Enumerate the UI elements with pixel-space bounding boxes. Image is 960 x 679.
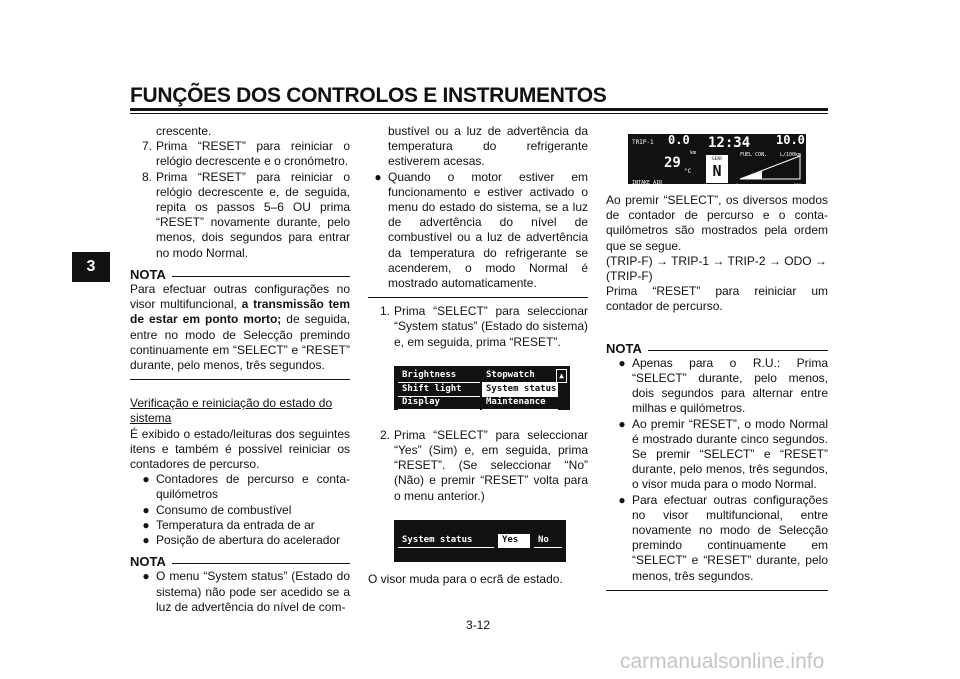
menu-item-system-status: System status	[482, 383, 558, 397]
result-text: O visor muda para o ecrã de estado.	[368, 571, 563, 586]
nota-end-rule	[130, 379, 350, 380]
list-item: ● Quando o motor estiver em funcionamento e estiver activado o menu do estado do sistema, se a luz de advertência do nível de combustível ou a luz de advertência da temperatura do refrigerante se acenderem, o modo Normal é mostrado automaticamente.	[374, 169, 588, 291]
page-number: 3-12	[466, 618, 491, 632]
fuel-value: 10.0	[776, 133, 805, 147]
nota-label: NOTA	[130, 554, 166, 570]
nota-heading	[606, 341, 828, 356]
step-1	[368, 304, 588, 350]
menu-item-brightness: Brightness	[398, 369, 480, 383]
reset-text: Prima “RESET” para reiniciar um contador de percurso.	[606, 284, 828, 314]
continued-text: bustível ou a luz de advertência da temperatura do refrigerante estiverem acesas.	[388, 124, 588, 169]
nota-label: NOTA	[130, 266, 166, 282]
nota-heading	[130, 554, 350, 569]
list-item: ● O menu “System status” (Estado do sistema) não pode ser acedido se a luz de advertência do nível de com-	[142, 569, 350, 614]
step-number: 7.	[141, 139, 152, 154]
confirm-label: System status	[398, 534, 494, 548]
list-item: ● Posição de abertura do acelerador	[142, 533, 341, 548]
step-8	[130, 170, 350, 261]
list-item: ● Para efectuar outras configurações no visor multifuncional, entre novamente no modo de Selecção premindo continuamente em “SELECT” e “RESET” durante, pelo menos, três segundos.	[618, 492, 828, 583]
column-1	[130, 124, 350, 615]
page-title: FUNÇÕES DOS CONTROLOS E INSTRUMENTOS	[130, 84, 607, 107]
nota-text-post: de seguida, entre no modo de Selecção premindo continuamente em “SELECT” e “RESET” durante, pelo menos, três segundos.	[130, 312, 350, 373]
step-text: Prima “RESET” para reiniciar o relógio decrescente e o cronómetro.	[156, 139, 350, 169]
gear-indicator	[706, 155, 728, 183]
trip-value: 0.0	[668, 133, 690, 147]
watermark: carmanualsonline.info	[620, 650, 825, 673]
menu-item-stopwatch: Stopwatch	[482, 369, 558, 383]
list-item: ● Contadores de percurso e conta-quilómetros	[142, 472, 350, 502]
trip-label: TRIP-1	[632, 139, 654, 146]
section-body: É exibido o estado/leituras dos seguintes itens e também é possível reiniciar os contadores de percurso.	[130, 426, 350, 472]
trip-unit: km	[690, 150, 697, 156]
step-number: 1.	[379, 304, 390, 319]
throttle-max: 100	[794, 183, 802, 188]
nota-text-pre: Para efectuar outras configurações no visor multifuncional,	[130, 282, 350, 312]
clock: 12:34	[708, 135, 751, 151]
confirm-no: No	[534, 534, 562, 548]
nota-text	[130, 282, 350, 373]
menu-lcd-display	[394, 366, 570, 410]
step-text: Prima “RESET” para reiniciar o relógio decrescente e, de seguida, repita os passos 5–6 OU prima “RESET” novamente durante, pelo menos, dois segundos para entrar no modo Normal.	[156, 169, 350, 260]
throttle-min: 0	[736, 183, 739, 188]
header-rule	[130, 108, 828, 111]
confirm-lcd-display	[394, 520, 566, 562]
menu-item-maintenance: Maintenance	[482, 396, 558, 410]
temp-unit: °C	[684, 168, 692, 175]
fuel-label: FUEL CON.	[740, 152, 768, 158]
chapter-tab	[72, 252, 110, 282]
menu-item-display: Display	[398, 396, 480, 410]
gear-label: GEAR	[712, 156, 722, 161]
scroll-arrow-icon: ▲	[556, 369, 567, 383]
step-2	[368, 428, 588, 504]
step-text: Prima “SELECT” para seleccionar “System status” (Estado do sistema) e, em seguida, prima “RESET”.	[394, 304, 588, 349]
fuel-unit: L/100km	[780, 152, 802, 158]
list-item: ● Consumo de combustível	[142, 502, 292, 517]
continued-text: crescente.	[156, 124, 212, 138]
confirm-yes: Yes	[498, 534, 530, 548]
temp-value: 29	[664, 155, 681, 171]
step-7	[130, 139, 350, 169]
list-item: ● Ao premir “RESET”, o modo Normal é mostrado durante cinco segundos. Se premir “SELECT” e “RESET” durante, pelo menos, três segundos, o visor muda para o modo Normal.	[618, 416, 828, 492]
step-text: Prima “SELECT” para seleccionar “Yes” (Sim) e, em seguida, prima “RESET”. (Se seleccionar “No” (Não) e premir “RESET” volta para o menu anterior.)	[394, 427, 588, 503]
status-lcd-display	[628, 133, 806, 188]
nota-text-bold: a transmissão tem de estar em ponto morto;	[130, 297, 350, 327]
trip-mode-text: Ao premir “SELECT”, os diversos modos de contador de percurso e o conta-quilómetros são mostrados pela ordem que se segue.	[606, 193, 828, 253]
gear-value: N	[712, 162, 722, 180]
list-item: ● Temperatura da entrada de ar	[142, 517, 315, 532]
column-3	[606, 134, 828, 597]
column-2	[368, 124, 588, 587]
nota-end-rule	[606, 590, 828, 591]
section-title: Verificação e reiniciação do estado do sistema	[130, 396, 333, 426]
trip-sequence: (TRIP-F) → TRIP-1 → TRIP-2 → ODO → (TRIP-F)	[606, 253, 827, 284]
nota-end-rule	[368, 297, 588, 298]
step-number: 2.	[379, 427, 390, 442]
temp-label: INTAKE AIR	[632, 180, 663, 186]
nota-label: NOTA	[606, 340, 642, 356]
throttle-gauge	[738, 154, 802, 180]
menu-item-shift-light: Shift light	[398, 383, 480, 397]
header-rule-thin	[130, 113, 828, 114]
list-item: ● Apenas para o R.U.: Prima “SELECT” durante, pelo menos, dois segundos para alternar entre milhas e quilómetros.	[618, 355, 828, 416]
nota-heading	[130, 267, 350, 282]
step-number: 8.	[141, 169, 152, 184]
chapter-number: 3	[86, 258, 96, 275]
